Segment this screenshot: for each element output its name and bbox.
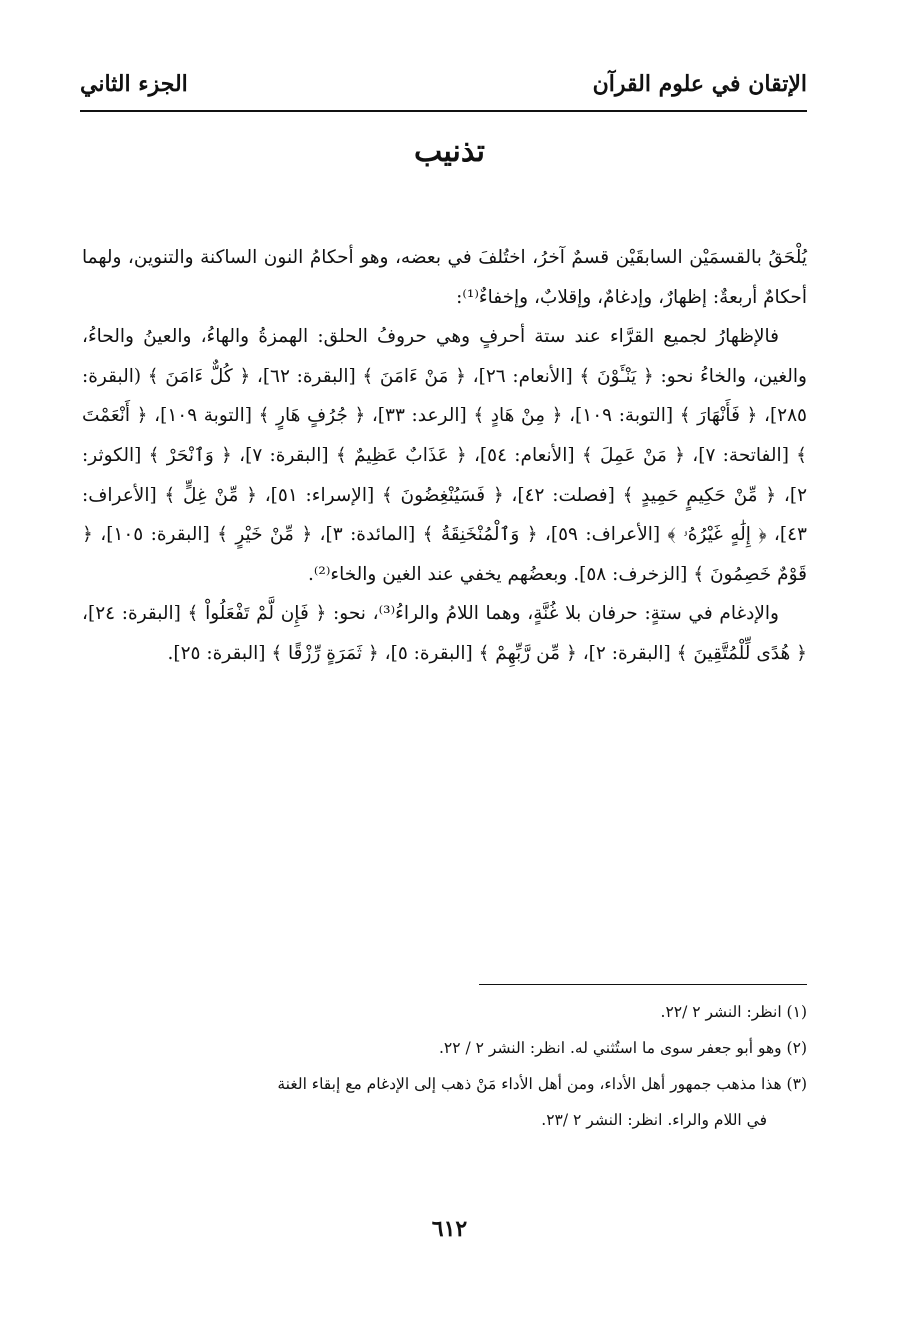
footnote-1: (١) انظر: النشر ٢ /٢٢. — [660, 1003, 807, 1021]
footnote-3-continuation: في اللام والراء. انظر: النشر ٢ /٢٣. — [541, 1111, 767, 1129]
paragraph-1: يُلْحَقُ بالقسمَيْن السابقَيْن قسمٌ آخرُ، اختُلفَ في بعضه، وهو أحكامُ النون الساكنة والتنوين، ولهما أحكامٌ أربعةٌ: إظهارٌ، وإدغامٌ، وإقلابٌ، وإخفاءٌ⁽¹⁾: — [82, 247, 807, 308]
paragraph-3: والإدغام في ستةٍ: حرفان بلا غُنَّةٍ، وهما اللامُ والراءُ⁽³⁾، نحو: ﴿ فَإِن لَّمْ تَفْعَلُواْ ﴾ [البقرة: ٢٤]، ﴿ هُدًى لِّلْمُتَّقِينَ ﴾ [البقرة: ٢]، ﴿ مِّن رَّبِّهِمْ ﴾ [البقرة: ٥]، ﴿ ثَمَرَةٍ رِّزْقًا ﴾ [البقرة: ٢٥]. — [82, 603, 807, 664]
footnotes — [82, 994, 807, 1138]
section-title: تذنيب — [414, 134, 485, 169]
body-text — [82, 238, 807, 674]
paragraph-2: فالإظهارُ لجميع القرَّاء عند ستة أحرفٍ وهي حروفُ الحلق: الهمزةُ والهاءُ، والعينُ والحاءُ، والغين، والخاءُ نحو: ﴿ يَنْـَٔوْنَ ﴾ [الأنعام: ٢٦]، ﴿ مَنْ ءَامَنَ ﴾ [البقرة: ٦٢]، ﴿ كُلٌّ ءَامَنَ ﴾ (البقرة: ٢٨٥]، ﴿ فَأَنْهَارَ ﴾ [التوبة: ١٠٩]، ﴿ مِنْ هَادٍ ﴾ [الرعد: ٣٣]، ﴿ جُرُفٍ هَارٍ ﴾ [التوبة ١٠٩]، ﴿ أَنْعَمْتَ ﴾ [الفاتحة: ٧]، ﴿ مَنْ عَمِلَ ﴾ [الأنعام: ٥٤]، ﴿ عَذَابٌ عَظِيمٌ ﴾ [البقرة: ٧]، ﴿ وَٱنْحَرْ ﴾ [الكوثر: ٢]، ﴿ مِّنْ حَكِيمٍ حَمِيدٍ ﴾ [فصلت: ٤٢]، ﴿ فَسَيُنْغِضُونَ ﴾ [الإسراء: ٥١]، ﴿ مِّنْ غِلٍّ ﴾ [الأعراف: ٤٣]، ﴿ إِلَٰهٍ غَيْرُهُۥ ﴾ [الأعراف: ٥٩]، ﴿ وَٱلْمُنْخَنِقَةُ ﴾ [المائدة: ٣]، ﴿ مِّنْ خَيْرٍ ﴾ [البقرة: ١٠٥]، ﴿ قَوْمٌ خَصِمُونَ ﴾ [الزخرف: ٥٨]. وبعضُهم يخفي عند الغين والخاء⁽²⁾. — [82, 326, 808, 585]
running-header — [80, 62, 807, 106]
footnote-2: (٢) وهو أبو جعفر سوى ما استُثني له. انظر: النشر ٢ / ٢٢. — [438, 1039, 807, 1057]
page-number: ٦١٢ — [431, 1216, 468, 1242]
header-rule — [80, 110, 807, 112]
book-title: الإتقان في علوم القرآن — [592, 71, 807, 97]
volume-label: الجزء الثاني — [80, 71, 188, 97]
footnote-3: (٣) هذا مذهب جمهور أهل الأداء، ومن أهل الأداء مَنْ ذهب إلى الإدغام مع إبقاء الغنة — [277, 1075, 807, 1093]
footnote-rule — [479, 984, 807, 985]
